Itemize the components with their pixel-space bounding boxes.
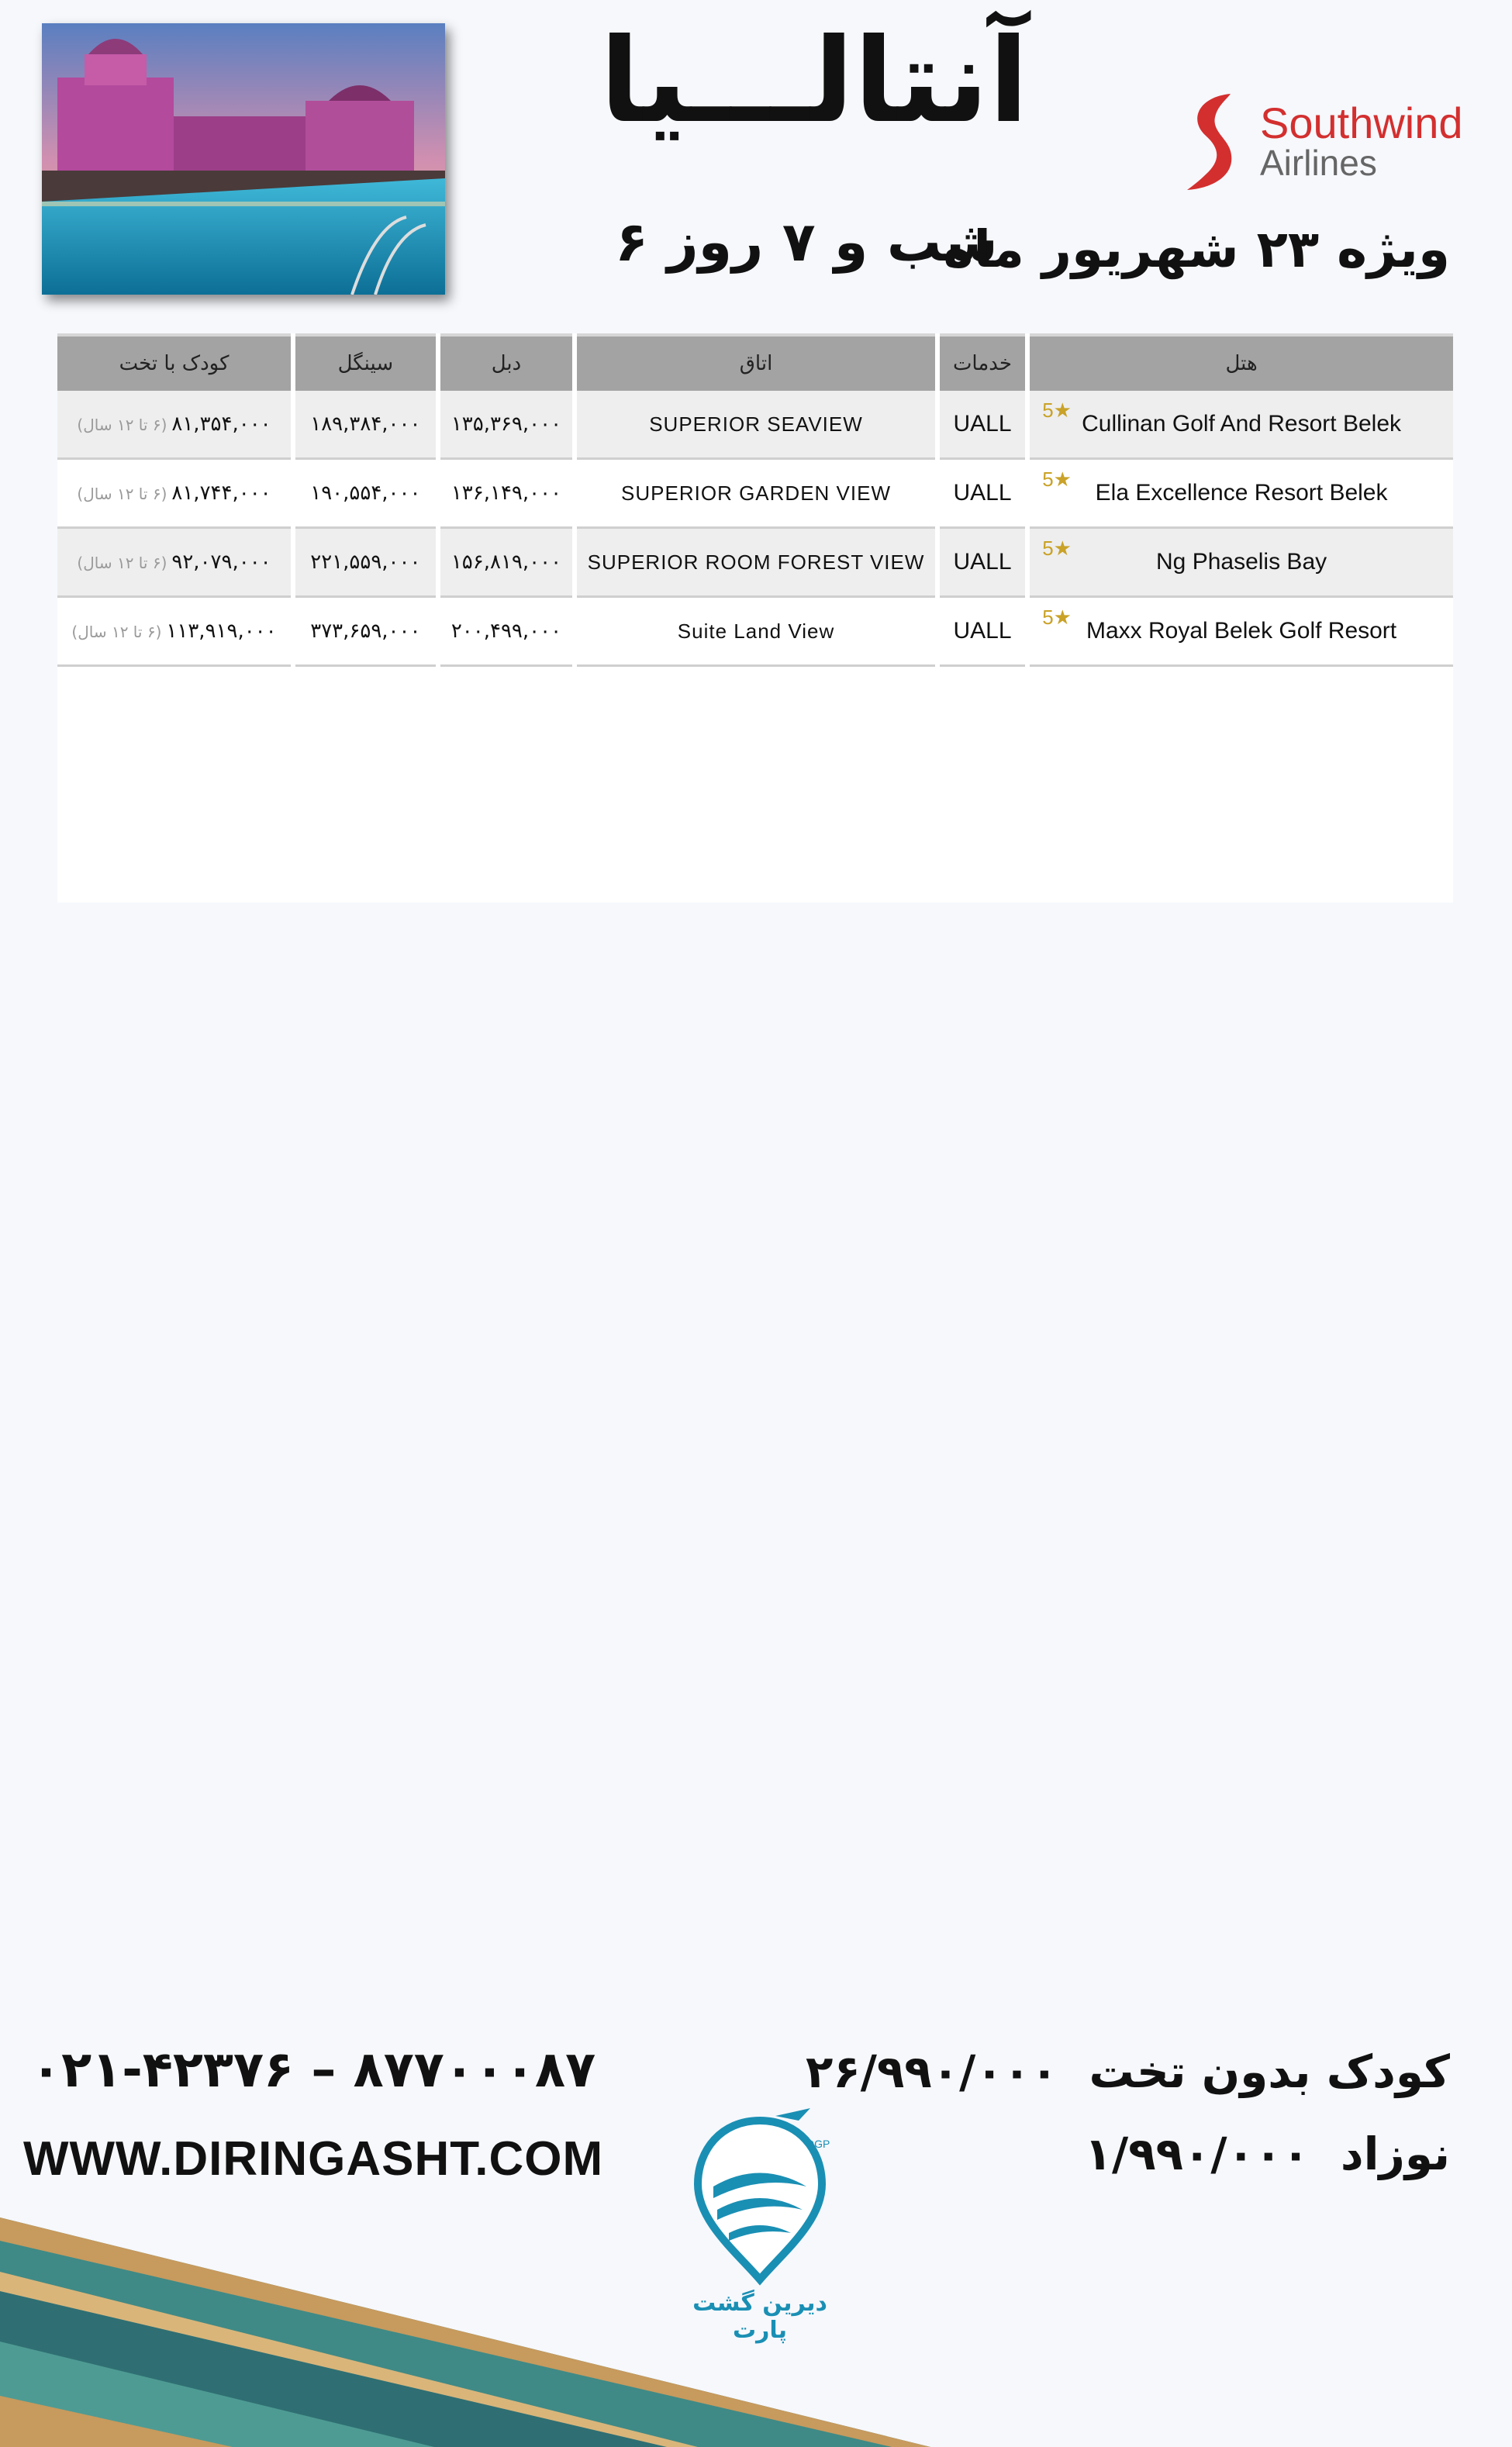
departure-date: ویژه ۲۳ شهریور ماه bbox=[943, 219, 1450, 279]
child-price: ۹۲,۰۷۹,۰۰۰ bbox=[171, 550, 271, 574]
trip-duration: ۶ شب و ۷ روز bbox=[615, 210, 998, 274]
child-no-bed-label: کودک بدون تخت bbox=[1089, 2045, 1450, 2098]
southwind-s-icon bbox=[1182, 89, 1244, 198]
header-double: دبل bbox=[440, 333, 573, 391]
brand-abbr: DGP bbox=[806, 2138, 830, 2150]
table-row bbox=[57, 598, 1453, 667]
star-rating: 5★ bbox=[1042, 468, 1072, 491]
hotel-cell bbox=[1030, 598, 1453, 667]
child-price-cell bbox=[57, 529, 291, 598]
child-price-cell bbox=[57, 460, 291, 529]
hotel-cell bbox=[1030, 529, 1453, 598]
services-cell: UALL bbox=[940, 529, 1025, 598]
infant-value: ۱/۹۹۰/۰۰۰ bbox=[1084, 2128, 1310, 2180]
child-age-note: (۶ تا ۱۲ سال) bbox=[77, 554, 167, 572]
single-price: ۲۲۱,۵۵۹,۰۰۰ bbox=[295, 529, 436, 598]
single-price: ۳۷۳,۶۵۹,۰۰۰ bbox=[295, 598, 436, 667]
room-cell: SUPERIOR SEAVIEW bbox=[577, 391, 935, 460]
star-rating: 5★ bbox=[1042, 537, 1072, 560]
header-hotel: هتل bbox=[1030, 333, 1453, 391]
services-cell: UALL bbox=[940, 460, 1025, 529]
header-single: سینگل bbox=[295, 333, 436, 391]
brand-logo bbox=[682, 2105, 837, 2344]
brand-logo-text: دیرین گشت پارت bbox=[692, 2290, 827, 2344]
child-price-cell bbox=[57, 598, 291, 667]
price-table-panel bbox=[57, 333, 1453, 903]
double-price: ۱۳۶,۱۴۹,۰۰۰ bbox=[440, 460, 573, 529]
room-cell: SUPERIOR ROOM FOREST VIEW bbox=[577, 529, 935, 598]
table-row bbox=[57, 529, 1453, 598]
child-age-note: (۶ تا ۱۲ سال) bbox=[77, 485, 167, 503]
services-cell: UALL bbox=[940, 598, 1025, 667]
child-no-bed-value: ۲۶/۹۹۰/۰۰۰ bbox=[805, 2045, 1058, 2098]
hotel-name: Ng Phaselis Bay bbox=[1156, 549, 1327, 575]
double-price: ۲۰۰,۴۹۹,۰۰۰ bbox=[440, 598, 573, 667]
airline-logo bbox=[1182, 89, 1462, 205]
double-price: ۱۳۵,۳۶۹,۰۰۰ bbox=[440, 391, 573, 460]
single-price: ۱۸۹,۳۸۴,۰۰۰ bbox=[295, 391, 436, 460]
infant-label: نوزاد bbox=[1340, 2128, 1450, 2180]
room-cell: SUPERIOR GARDEN VIEW bbox=[577, 460, 935, 529]
single-price: ۱۹۰,۵۵۴,۰۰۰ bbox=[295, 460, 436, 529]
table-row bbox=[57, 460, 1453, 529]
hotel-photo bbox=[42, 23, 445, 295]
hotel-name: Cullinan Golf And Resort Belek bbox=[1082, 411, 1402, 437]
child-price: ۸۱,۷۴۴,۰۰۰ bbox=[171, 481, 271, 505]
hotel-cell bbox=[1030, 460, 1453, 529]
star-rating: 5★ bbox=[1042, 606, 1072, 629]
airline-name: Southwind bbox=[1260, 98, 1463, 147]
table-header-row bbox=[57, 333, 1453, 391]
infant-price bbox=[1085, 2123, 1450, 2185]
services-cell: UALL bbox=[940, 391, 1025, 460]
double-price: ۱۵۶,۸۱۹,۰۰۰ bbox=[440, 529, 573, 598]
price-table bbox=[53, 333, 1458, 667]
child-age-note: (۶ تا ۱۲ سال) bbox=[77, 416, 167, 434]
child-price: ۸۱,۳۵۴,۰۰۰ bbox=[171, 412, 271, 436]
phone-number[interactable]: ۰۲۱-۴۲۳۷۶ – ۸۷۷۰۰۰۸۷ bbox=[31, 2041, 596, 2099]
child-price: ۱۱۳,۹۱۹,۰۰۰ bbox=[166, 620, 277, 643]
child-price-cell bbox=[57, 391, 291, 460]
airline-sub: Airlines bbox=[1260, 143, 1377, 183]
header-services: خدمات bbox=[940, 333, 1025, 391]
page-title: آنتالـــیا bbox=[599, 14, 1029, 149]
room-cell: Suite Land View bbox=[577, 598, 935, 667]
hotel-name: Maxx Royal Belek Golf Resort bbox=[1086, 618, 1397, 644]
website-link[interactable]: WWW.DIRINGASHT.COM bbox=[23, 2132, 604, 2186]
hotel-cell bbox=[1030, 391, 1453, 460]
hotel-name: Ela Excellence Resort Belek bbox=[1095, 480, 1388, 506]
table-row bbox=[57, 391, 1453, 460]
child-age-note: (۶ تا ۱۲ سال) bbox=[71, 623, 162, 641]
child-no-bed-price bbox=[806, 2041, 1450, 2103]
header-child-bed: کودک با تخت bbox=[57, 333, 291, 391]
star-rating: 5★ bbox=[1042, 399, 1072, 422]
header-room: اتاق bbox=[577, 333, 935, 391]
